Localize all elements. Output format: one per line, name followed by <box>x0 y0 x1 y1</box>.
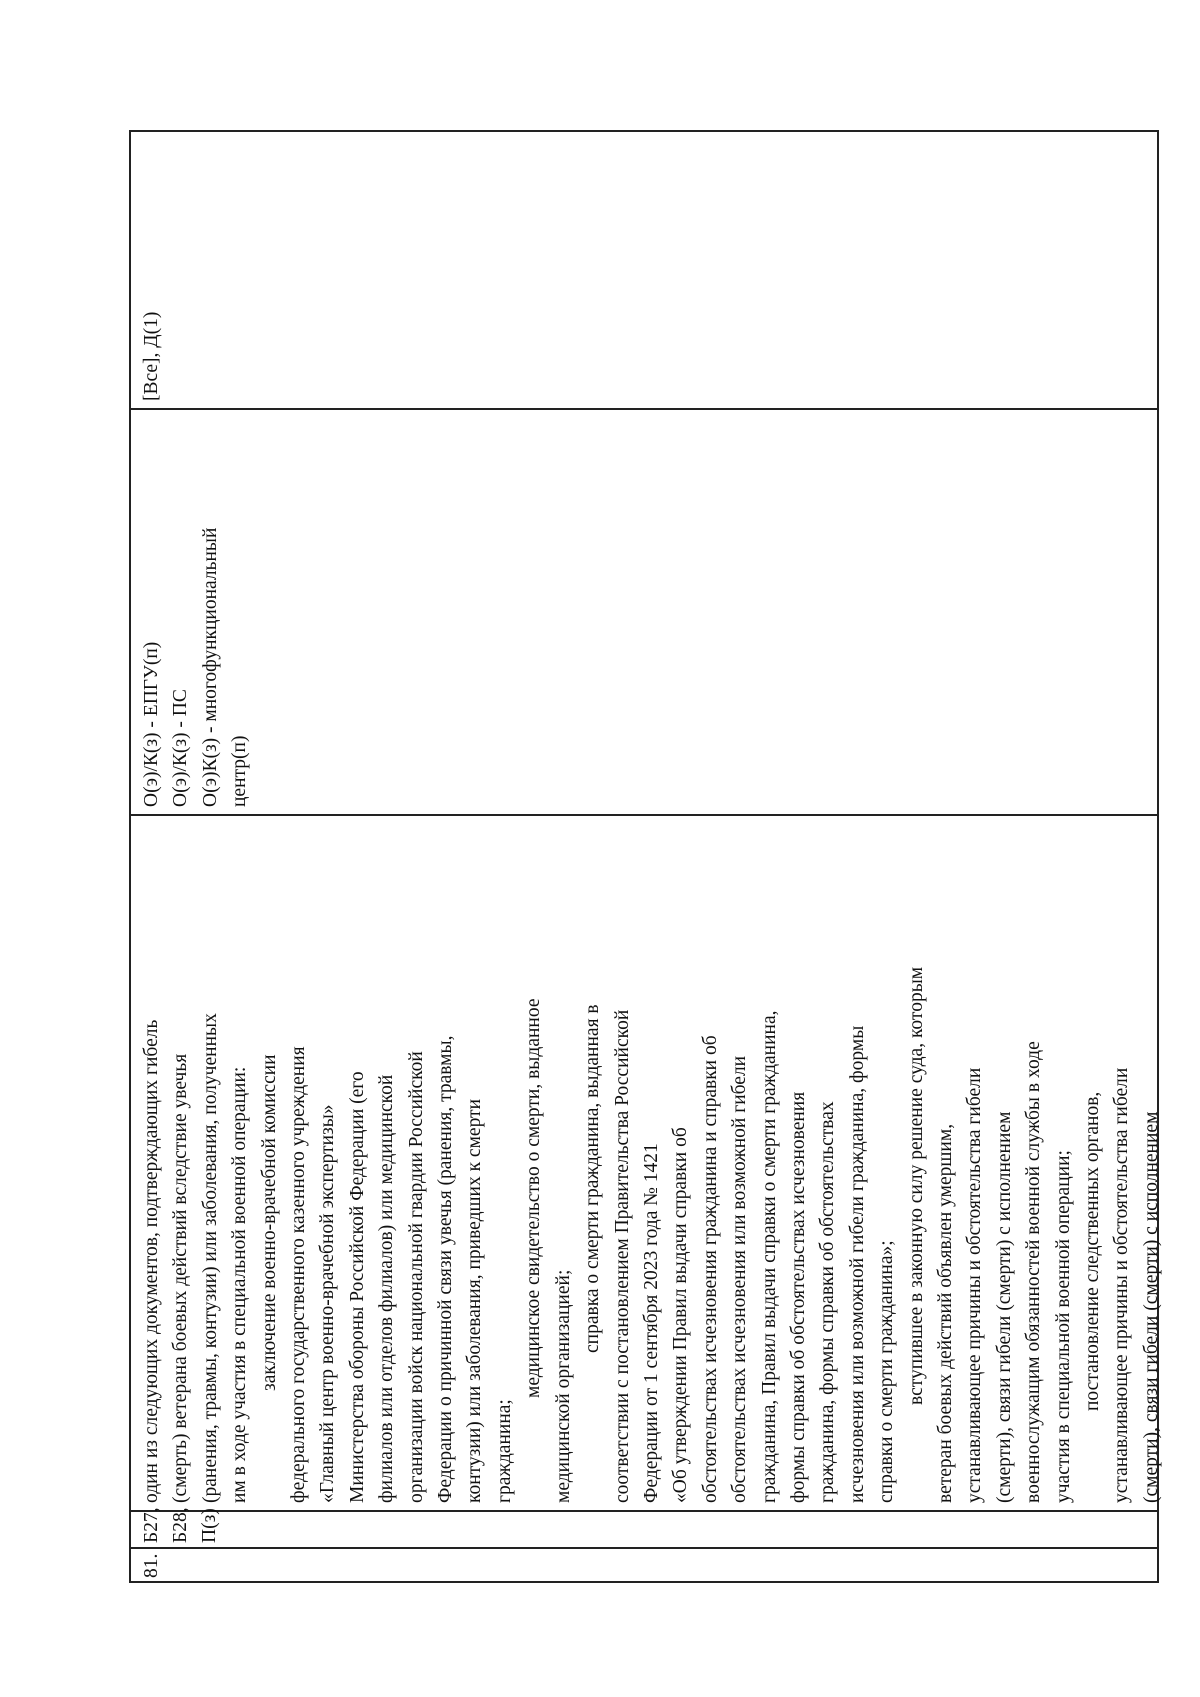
document-text-line: исчезновения или возможной гибели гражданина, формы <box>846 1025 868 1503</box>
channel-text-line: О(э)К(з) - многофункциональный <box>199 527 221 807</box>
channel-text-line: центр(п) <box>229 735 251 807</box>
document-text-line: медицинской организацией; <box>552 1269 574 1503</box>
codes-cell <box>131 1507 1157 1547</box>
applicants-text: [Все], Д(1) <box>141 311 162 401</box>
document-text-line: военнослужащим обязанностей военной службы в ходе <box>1023 1041 1045 1503</box>
document-text-line: «Об утверждении Правил выдачи справки об <box>670 1127 692 1503</box>
document-text-line: Федерации от 1 сентября 2023 года № 1421 <box>640 1143 662 1503</box>
document-text-line: заключение военно-врачебной комиссии <box>258 1054 280 1391</box>
code-line: Б28, <box>170 1507 191 1543</box>
document-text-line: справки о смерти гражданина»; <box>876 1240 898 1503</box>
document-text-line: формы справки об обстоятельствах исчезновения <box>787 1091 809 1503</box>
document-text-line: (ранения, травмы, контузии) или заболевания, полученных <box>199 1013 221 1503</box>
document-text-line: Федерации о причинной связи увечья (ранения, травмы, <box>435 1035 457 1503</box>
document-text-line: федерального государственного казенного учреждения <box>288 1046 310 1503</box>
code-line: Б27, <box>141 1507 162 1543</box>
document-text-line: участия в специальной военной операции; <box>1052 1150 1074 1503</box>
document-text-line: медицинское свидетельство о смерти, выданное <box>523 998 545 1398</box>
document-text-line: постановление следственных органов, <box>1082 1091 1103 1411</box>
documents-cell <box>131 814 1162 1510</box>
applicants-cell <box>131 128 1157 408</box>
document-text-line: гражданина; <box>493 1399 515 1503</box>
document-text-line: (смерть) ветерана боевых действий вследствие увечья <box>170 1053 192 1503</box>
document-text-line: гражданина, Правил выдачи справки о смерти гражданина, <box>758 1010 780 1503</box>
row-number-cell <box>131 1547 1157 1581</box>
document-text-line: устанавливающее причины и обстоятельства гибели <box>1111 1067 1133 1503</box>
document-text-line: организации войск национальной гвардии Российской <box>405 1051 427 1503</box>
submission-channels-cell <box>131 408 1157 814</box>
row-number: 81. <box>141 1553 162 1578</box>
document-text-line: гражданина, формы справки об обстоятельствах <box>817 1101 839 1503</box>
document-text-line: ветеран боевых действий объявлен умершим, <box>934 1123 956 1503</box>
document-text-line: вступившее в законную силу решение суда, которым <box>905 966 927 1405</box>
document-text-line: контузии) или заболевания, приведших к смерти <box>464 1098 486 1503</box>
document-text-line: обстоятельствах исчезновения гражданина и справки об <box>699 1035 721 1503</box>
document-text-line: справка о смерти гражданина, выданная в <box>582 1004 604 1353</box>
document-text-line: Министерства обороны Российской Федерации (его <box>346 1071 368 1503</box>
document-text-line: один из следующих документов, подтверждающих гибель <box>141 1019 162 1503</box>
document-text-line: «Главный центр военно-врачебной экспертизы» <box>317 1104 339 1503</box>
document-text-line: соответствии с постановлением Правительства Российской <box>611 1009 633 1503</box>
document-text-line: (смерти), связи гибели (смерти) с исполнением <box>993 1111 1015 1503</box>
code-line: П(з) <box>199 1508 220 1543</box>
services-table <box>129 130 1162 1583</box>
document-text-line: устанавливающее причины и обстоятельства гибели <box>964 1067 986 1503</box>
document-text-line: (смерти), связи гибели (смерти) с исполнением <box>1140 1111 1162 1503</box>
document-text-line: им в ходе участия в специальной военной операции: <box>229 1066 251 1503</box>
document-text-line: филиалов или отделов филиалов) или медицинской <box>376 1074 398 1503</box>
document-text-line: обстоятельствах исчезновения или возможной гибели <box>729 1055 751 1503</box>
channel-text-line: О(э)/К(з) - ПС <box>170 689 192 807</box>
channel-text-line: О(э)/К(з) - ЕПГУ(п) <box>141 641 162 807</box>
